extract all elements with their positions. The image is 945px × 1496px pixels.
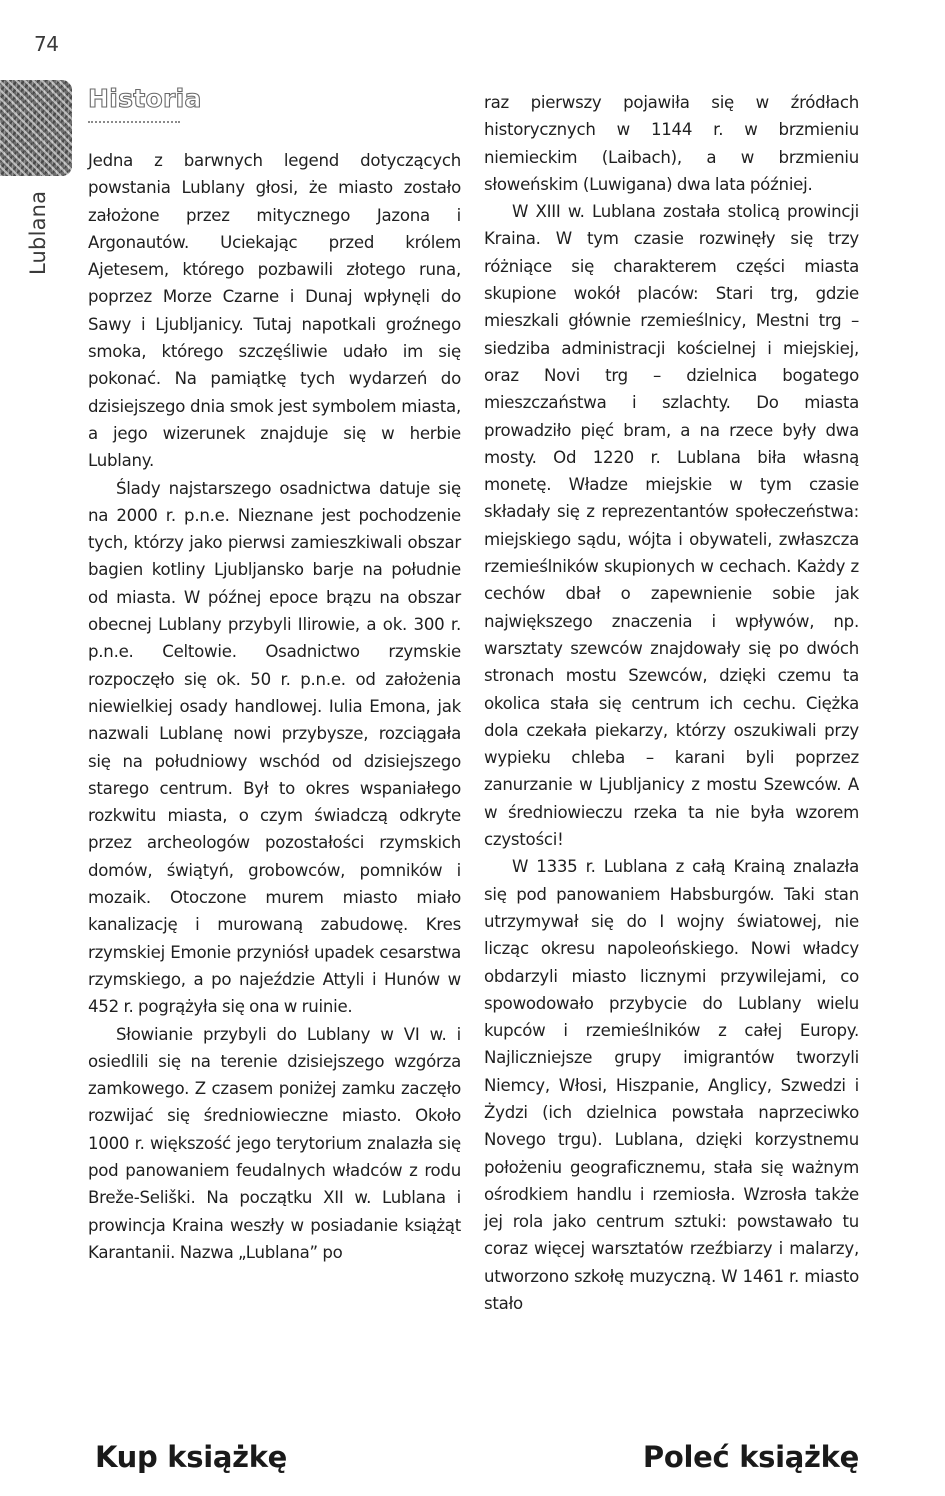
section-title: Historia bbox=[88, 84, 202, 113]
paragraph: Słowianie przybyli do Lublany w VI w. i osiedlili się na terenie dzisiejszego wzgórza zamkowego. Z czasem poniżej zamku zaczęło rozwijać się średniowieczne miasto. Około 1000 r. większość jego terytorium znalazła się pod panowaniem feudalnych władców z rodu Breže-Seliški. Na początku XII w. Lublana i prowincja Kraina weszły w posiadanie książąt Karantanii. Nazwa „Lublana” po bbox=[88, 1024, 461, 1262]
buy-book-button[interactable]: Kup książkę bbox=[95, 1440, 288, 1474]
title-underline bbox=[88, 121, 180, 123]
paragraph: W XIII w. Lublana została stolicą prowincji Kraina. W tym czasie rozwinęły się trzy różniące się charakterem części miasta skupione wokół placów: Stari trg, gdzie mieszkali głównie rzemieślnicy, Mestni trg – siedziba administracji kościelnej i miejskiej, oraz Novi trg – dzielnica bogatego mieszczaństwa i szlachty. Do miasta prowadziło pięć bram, a na rzece były dwa mosty. Od 1220 r. Lublana biła własną monetę. Władze miejskie w tym czasie składały się z reprezentantów społeczeństwa: miejskiego sądu, wójta i obywateli, zwłaszcza rzemieślników skupionych w cechach. Każdy z cechów dbał o zapewnienie sobie jak największego znaczenia i wpływów, np. warsztaty szewców znajdowały się po dwóch stronach mostu Szewców, dzięki czemu ta okolica stała się centrum ich cechu. Ciężka dola czekała piekarzy, którzy oszukiwali przy wypieku chleba – karani byli poprzez zanurzanie w Ljubljanicy z mostu Szewców. A w średniowieczu rzeka ta nie była wzorem czystości! bbox=[484, 202, 859, 850]
text-column-left bbox=[88, 147, 461, 1266]
recommend-book-button[interactable]: Poleć książkę bbox=[642, 1440, 859, 1474]
text-column-right bbox=[484, 89, 859, 1317]
page-number: 74 bbox=[34, 32, 59, 56]
paragraph: W 1335 r. Lublana z całą Krainą znalazła się pod panowaniem Habsburgów. Taki stan utrzymywał się do I wojny światowej, nie licząc okresu napoleońskiego. Nowi władcy obdarzyli miasto licznymi przywilejami, co spowodowało przybycie do Lublany wielu kupców i rzemieślników z całej Europy. Najliczniejsze grupy imigrantów tworzyli Niemcy, Włosi, Hiszpanie, Anglicy, Szwedzi i Żydzi (ich dzielnica powstała naprzeciwko Novego trgu). Lublana, dzięki korzystnemu położeniu geograficznemu, stała się ważnym ośrodkiem handlu i rzemiosła. Wzrosła także jej rola jako centrum sztuki: powstawało tu coraz więcej warsztatów rzeźbiarzy i malarzy, utworzono szkołę muzyczną. W 1461 r. miasto stało bbox=[484, 857, 859, 1314]
chapter-side-label: Lublana bbox=[26, 190, 50, 275]
paragraph: Ślady najstarszego osadnictwa datuje się na 2000 r. p.n.e. Nieznane jest pochodzenie tych, którzy jako pierwsi zamieszkiwali obszar bagien kotliny Ljubljansko barje na południe od miasta. W późnej epoce brązu na obszar obecnej Lublany przybyli Ilirowie, a ok. 300 r. p.n.e. Celtowie. Osadnictwo rzymskie rozpoczęło się ok. 50 r. p.n.e. od założenia niewielkiej osady handlowej. Iulia Emona, jak nazwali Lublanę nowi przybysze, rozciągała się na południowy wschód od dzisiejszego starego centrum. Był to okres wspaniałego rozkwitu miasta, o czym świadczą odkryte przez archeologów pozostałości rzymskich domów, świątyń, grobowców, pomników i mozaik. Otoczone murem miasto miało kanalizację i murowaną zabudowę. Kres rzymskiej Emonie przyniósł upadek cesarstwa rzymskiego, a po najeździe Attyli i Hunów w 452 r. pogrążyła się ona w ruinie. bbox=[88, 478, 461, 1017]
side-tab-pattern bbox=[0, 80, 72, 176]
paragraph: Jedna z barwnych legend dotyczących powstania Lublany głosi, że miasto zostało założone przez mitycznego Jazona i Argonautów. Uciekając przed królem Ajetesem, którego pozbawili złotego runa, poprzez Morze Czarne i Dunaj wpłynęli do Sawy i Ljubljanicy. Tutaj napotkali groźnego smoka, którego szczęśliwie udało im się pokonać. Na pamiątkę tych wydarzeń do dzisiejszego dnia smok jest symbolem miasta, a jego wizerunek znajduje się w herbie Lublany. bbox=[88, 151, 461, 471]
paragraph: raz pierwszy pojawiła się w źródłach historycznych w 1144 r. w brzmieniu niemieckim (Laibach), a w brzmieniu słoweńskim (Luwigana) dwa lata później. bbox=[484, 93, 859, 194]
